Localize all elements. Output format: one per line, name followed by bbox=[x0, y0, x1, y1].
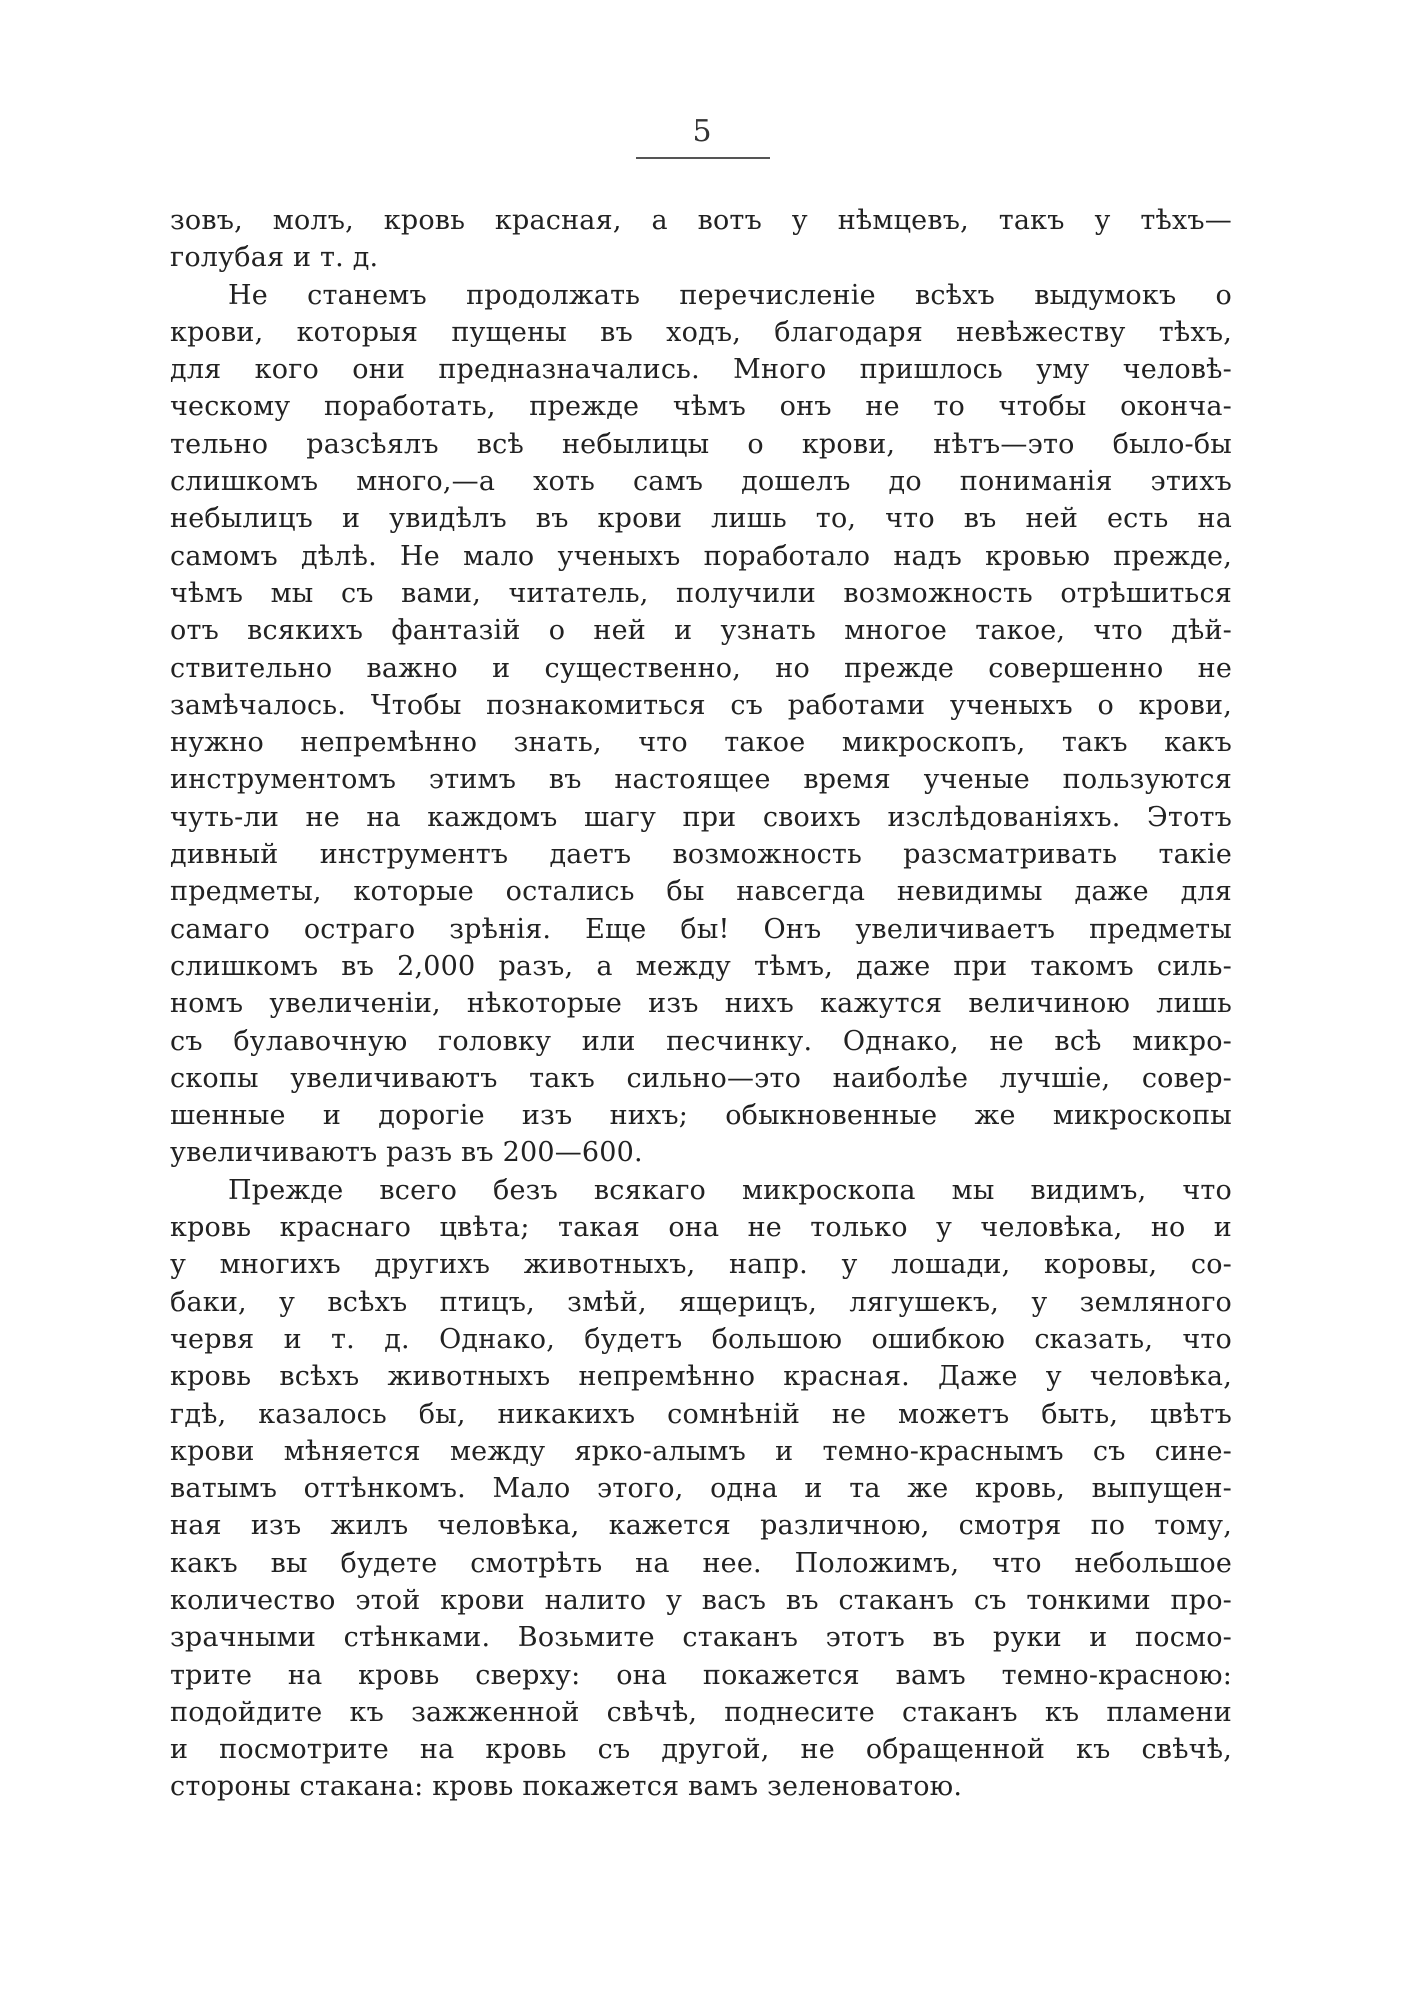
text-line: количество этой крови налито у васъ въ стаканъ съ тонкими про- bbox=[170, 1584, 1232, 1616]
text-line: ствительно важно и существенно, но прежде совершенно не bbox=[170, 652, 1232, 684]
text-line: слишкомъ въ 2,000 разъ, а между тѣмъ, даже при такомъ силь- bbox=[170, 950, 1232, 982]
text-line: у многихъ другихъ животныхъ, напр. у лошади, коровы, со- bbox=[170, 1249, 1232, 1281]
text-line: трите на кровь сверху: она покажется вамъ темно-красною: bbox=[170, 1659, 1232, 1691]
text-line: баки, у всѣхъ птицъ, змѣй, ящерицъ, лягушекъ, у земляного bbox=[170, 1286, 1232, 1318]
text-line: какъ вы будете смотрѣть на нее. Положимъ, что небольшое bbox=[170, 1547, 1232, 1579]
text-line: червя и т. д. Однако, будетъ большою ошибкою сказать, что bbox=[170, 1323, 1232, 1355]
page-number: 5 bbox=[692, 114, 712, 149]
text-line: предметы, которые остались бы навсегда невидимы даже для bbox=[170, 876, 1232, 908]
text-line: подойдите къ зажженной свѣчѣ, поднесите стаканъ къ пламени bbox=[170, 1696, 1232, 1728]
text-line: инструментомъ этимъ въ настоящее время ученые пользуются bbox=[170, 764, 1232, 796]
text-line: самомъ дѣлѣ. Не мало ученыхъ поработало надъ кровью прежде, bbox=[170, 540, 1232, 572]
text-line: зовъ, молъ, кровь красная, а вотъ у нѣмцевъ, такъ у тѣхъ— bbox=[170, 205, 1232, 236]
text-line: кровь всѣхъ животныхъ непремѣнно красная. Даже у человѣка, bbox=[170, 1361, 1232, 1393]
text-line: нужно непремѣнно знать, что такое микроскопъ, такъ какъ bbox=[170, 727, 1232, 759]
text-line: кровь краснаго цвѣта; такая она не только у человѣка, но и bbox=[170, 1212, 1232, 1244]
text-line: крови, которыя пущены въ ходъ, благодаря невѣжеству тѣхъ, bbox=[170, 316, 1232, 348]
body-text bbox=[170, 202, 1232, 1806]
text-line: съ булавочную головку или песчинку. Однако, не всѣ микро- bbox=[170, 1025, 1232, 1057]
text-line: шенные и дорогіе изъ нихъ; обыкновенные же микроскопы bbox=[170, 1100, 1232, 1132]
text-line: дивный инструментъ даетъ возможность разсматривать такіе bbox=[170, 839, 1232, 871]
text-line: для кого они предназначались. Много пришлось уму человѣ- bbox=[170, 354, 1232, 386]
text-line: тельно разсѣялъ всѣ небылицы о крови, нѣтъ—это было-бы bbox=[170, 428, 1232, 460]
text-line: замѣчалось. Чтобы познакомиться съ работами ученыхъ о крови, bbox=[170, 689, 1232, 721]
text-line: увеличиваютъ разъ въ 200—600. bbox=[170, 1137, 643, 1169]
text-line: Прежде всего безъ всякаго микроскопа мы видимъ, что bbox=[228, 1174, 1232, 1206]
text-line: небылицъ и увидѣлъ въ крови лишь то, что въ ней есть на bbox=[170, 503, 1232, 535]
text-line: отъ всякихъ фантазій о ней и узнать многое такое, что дѣй- bbox=[170, 615, 1232, 647]
text-line: крови мѣняется между ярко-алымъ и темно-краснымъ съ сине- bbox=[170, 1435, 1232, 1467]
text-line: самаго остраго зрѣнія. Еще бы! Онъ увеличиваетъ предметы bbox=[170, 913, 1232, 945]
text-line: Не станемъ продолжать перечисленіе всѣхъ выдумокъ о bbox=[228, 279, 1232, 311]
text-line: голубая и т. д. bbox=[170, 242, 379, 274]
text-line: гдѣ, казалось бы, никакихъ сомнѣній не можетъ быть, цвѣтъ bbox=[170, 1398, 1232, 1430]
text-line: и посмотрите на кровь съ другой, не обращенной къ свѣчѣ, bbox=[170, 1734, 1232, 1766]
text-line: чѣмъ мы съ вами, читатель, получили возможность отрѣшиться bbox=[170, 577, 1232, 609]
text-line: зрачными стѣнками. Возьмите стаканъ этотъ въ руки и посмо- bbox=[170, 1622, 1232, 1654]
page-number-rule bbox=[636, 157, 770, 159]
text-line: номъ увеличеніи, нѣкоторые изъ нихъ кажутся величиною лишь bbox=[170, 988, 1232, 1020]
text-line: слишкомъ много,—а хоть самъ дошелъ до пониманія этихъ bbox=[170, 466, 1232, 498]
text-line: стороны стакана: кровь покажется вамъ зеленоватою. bbox=[170, 1771, 963, 1803]
text-line: чуть-ли не на каждомъ шагу при своихъ изслѣдованіяхъ. Этотъ bbox=[170, 801, 1232, 833]
text-line: ческому поработать, прежде чѣмъ онъ не то чтобы оконча- bbox=[170, 391, 1232, 423]
text-line: ватымъ оттѣнкомъ. Мало этого, одна и та же кровь, выпущен- bbox=[170, 1473, 1232, 1505]
text-line: ная изъ жилъ человѣка, кажется различною, смотря по тому, bbox=[170, 1510, 1232, 1542]
text-line: скопы увеличиваютъ такъ сильно—это наиболѣе лучшіе, совер- bbox=[170, 1062, 1232, 1094]
